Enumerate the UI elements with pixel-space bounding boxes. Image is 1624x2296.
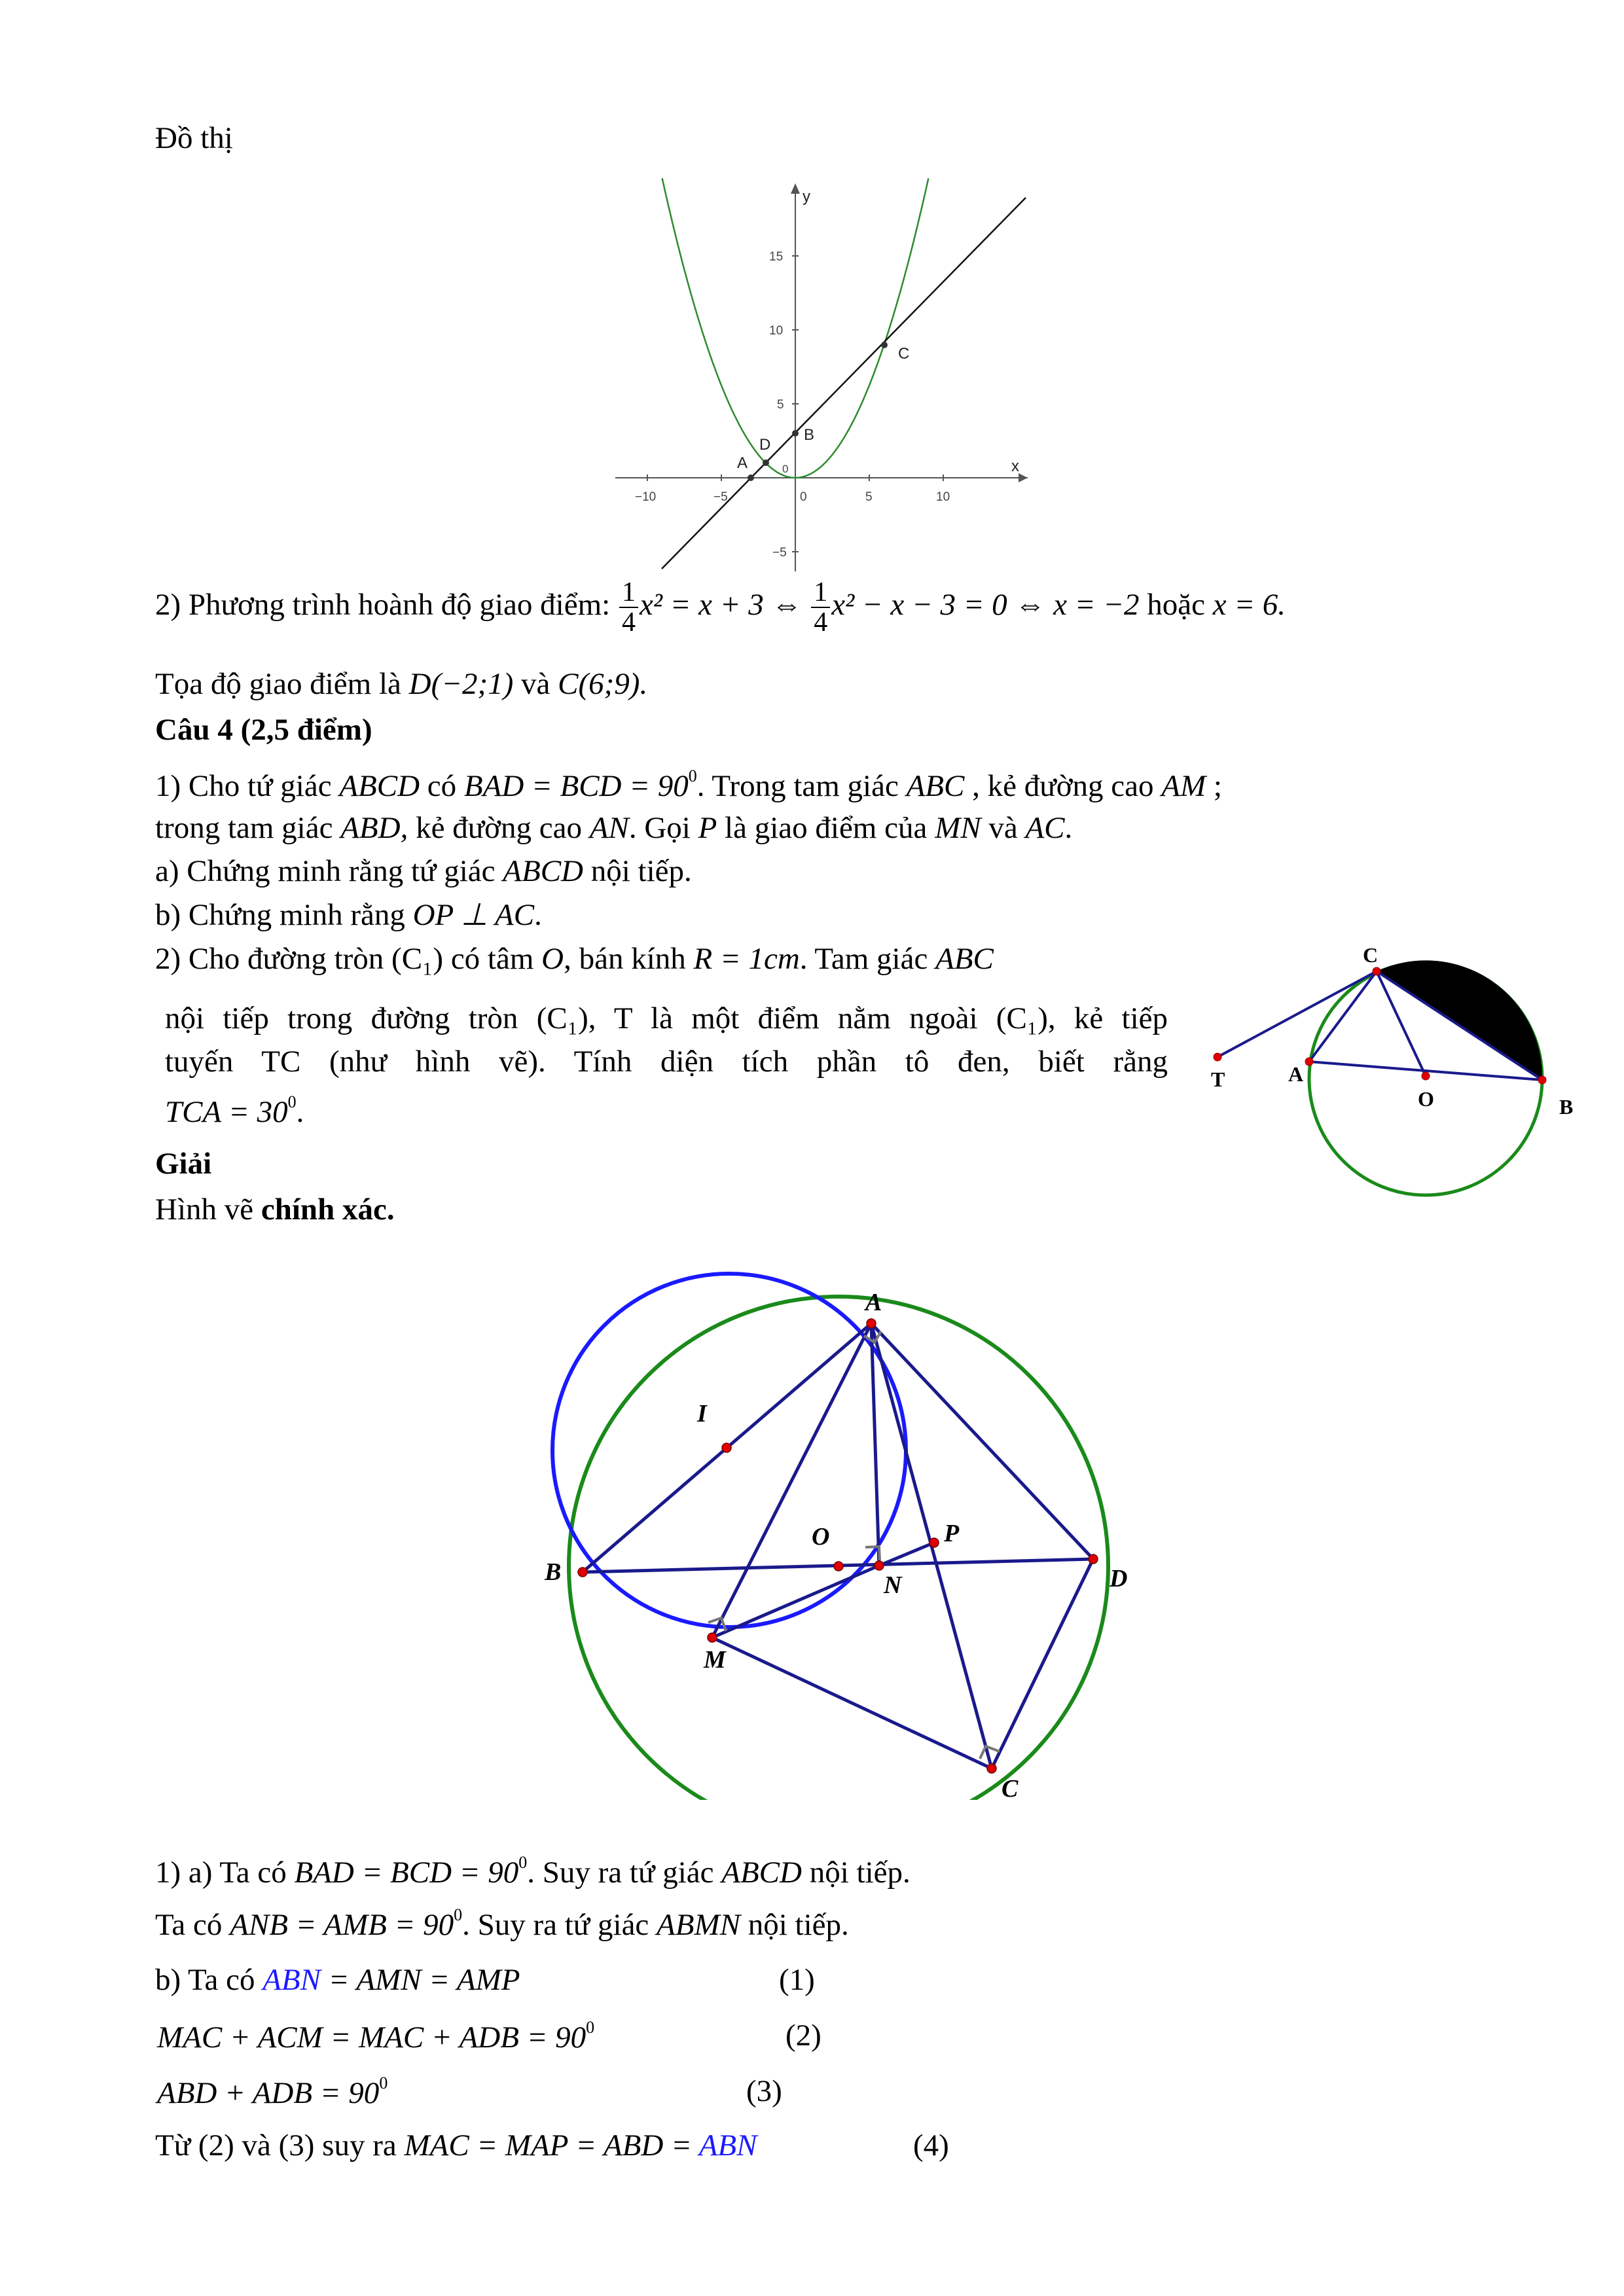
label-B: B: [545, 1558, 562, 1586]
label-D: D: [1110, 1565, 1128, 1592]
y-tick-label: 5: [777, 398, 784, 412]
y-tick-label: −5: [772, 546, 787, 560]
text: có: [420, 769, 464, 803]
x-tick-label: −5: [713, 490, 728, 504]
point-C: [987, 1764, 996, 1773]
degree: 0: [454, 1905, 463, 1924]
point-T: [1214, 1053, 1221, 1061]
label-A: A: [1288, 1062, 1304, 1086]
text: a) Chứng minh rằng tứ giác: [155, 854, 503, 888]
text: . Gọi: [628, 811, 698, 845]
part2-eq1: x² = x + 3 ⇔: [639, 587, 803, 622]
point-A: [867, 1319, 876, 1328]
label-M: M: [704, 1646, 726, 1674]
text: AM: [1161, 769, 1206, 803]
figure-intro: [155, 1191, 395, 1228]
q4-part-b: [155, 897, 542, 933]
text: .: [296, 1095, 304, 1129]
angle-expr: MAC + ACM = MAC + ADB = 90: [157, 2020, 586, 2054]
point-A: [748, 475, 754, 481]
point-D-label: D: [759, 436, 771, 454]
degree: 0: [688, 766, 697, 785]
text: AC: [1025, 811, 1065, 845]
circumcircle-O: [569, 1297, 1108, 1800]
label-P: P: [944, 1520, 960, 1547]
text: Hình vẽ: [155, 1193, 261, 1227]
line-graph: [662, 198, 1026, 569]
small-circle-figure: [1191, 942, 1597, 1217]
label-C: C: [1363, 943, 1379, 967]
text: O: [541, 942, 564, 976]
solution-1b: [155, 1905, 849, 1943]
angle-expr: ANB = AMB = 90: [230, 1908, 454, 1942]
point-C: [881, 342, 888, 348]
q4-part-a: [155, 853, 692, 889]
solution-title: Giải: [155, 1147, 212, 1181]
q4-part-2-line4: [165, 1092, 304, 1130]
text: ABC: [906, 769, 965, 803]
coords-and: và: [521, 667, 550, 701]
y-tick-label: 15: [769, 250, 784, 264]
text: là giao điểm của: [717, 811, 935, 845]
eq-number-2: (2): [785, 2018, 821, 2053]
label-C: C: [1001, 1775, 1019, 1800]
solution-b-step1: [155, 1962, 520, 1998]
text: ABCD: [503, 854, 583, 888]
angle-expr: MAC = MAP = ABD =: [404, 2128, 699, 2162]
text: 1) Cho tứ giác: [155, 769, 340, 803]
text: ABD,: [340, 811, 408, 845]
text: . Suy ra tứ giác: [462, 1908, 657, 1942]
point-A-label: A: [737, 454, 748, 472]
solution-b-step2: [157, 2017, 594, 2056]
label-O: O: [1418, 1087, 1434, 1111]
point-C: [1373, 967, 1380, 975]
text: P: [698, 811, 717, 845]
point-B: [792, 430, 799, 437]
angle-expr: BAD = BCD = 90: [294, 1856, 519, 1890]
label-T: T: [1211, 1067, 1225, 1091]
text: kẻ đường cao: [408, 811, 590, 845]
angle-expr: TCA = 30: [165, 1095, 288, 1129]
fraction-one-quarter: [619, 578, 638, 637]
text: b) Chứng minh rằng: [155, 898, 413, 932]
text: ABCD: [339, 769, 420, 803]
solution-1a: [155, 1852, 911, 1891]
point-O: [1422, 1072, 1430, 1080]
radius-expr: R = 1cm: [693, 942, 800, 976]
x-tick-label: 10: [936, 490, 950, 504]
point-P: [929, 1538, 939, 1547]
label-B: B: [1559, 1095, 1574, 1119]
part2-eq3: x = 6.: [1212, 587, 1286, 622]
q4-part-2-line3: tuyến TC (như hình vẽ). Tính diện tích phần tô đen, biết rằng: [165, 1045, 1168, 1079]
coords-C: C(6;9).: [558, 667, 648, 701]
text: .: [1064, 811, 1073, 845]
text: ABMN: [657, 1908, 740, 1942]
x-axis-label: x: [1011, 457, 1019, 475]
text: MN: [935, 811, 981, 845]
y-axis-arrow: [791, 183, 800, 194]
frac-num: 1: [811, 578, 830, 608]
text: ;: [1206, 769, 1222, 803]
part2-equation: [155, 578, 1286, 637]
q4-line-1: [155, 766, 1222, 804]
degree: 0: [518, 1853, 528, 1872]
text: Ta có: [155, 1908, 230, 1942]
point-B: [578, 1568, 587, 1577]
perp-expr: OP ⊥ AC: [412, 898, 535, 932]
coords-D: D(−2;1): [408, 667, 514, 701]
x-tick-label: 5: [865, 490, 873, 504]
coords-text: Tọa độ giao điểm là: [155, 667, 401, 701]
angle-ABN: ABN: [698, 2128, 757, 2162]
angle-expr: BAD = BCD = 90: [463, 769, 689, 803]
eq-number-3: (3): [746, 2074, 782, 2108]
text: Từ (2) và (3) suy ra: [155, 2128, 405, 2162]
angle-expr: = AMN = AMP: [320, 1963, 520, 1997]
question-4-title: Câu 4 (2,5 điểm): [155, 713, 372, 747]
angle-expr: ABD + ADB = 90: [157, 2076, 380, 2110]
shaded-segment: [1377, 960, 1542, 1080]
text: . Suy ra tứ giác: [527, 1856, 722, 1890]
text: b) Ta có: [155, 1963, 263, 1997]
point-B-label: B: [804, 426, 815, 444]
degree: 0: [379, 2073, 388, 2092]
q4-part-2-line2: nội tiếp trong đường tròn (C₁), T là một điểm nằm ngoài (C₁), kẻ tiếp: [165, 1001, 1168, 1035]
text: 1) a) Ta có: [155, 1856, 295, 1890]
graph-heading: Đồ thị: [155, 121, 233, 155]
solution-b-step3: [157, 2073, 388, 2111]
eq-number-1: (1): [779, 1963, 815, 1997]
text: . Tam giác: [799, 942, 936, 976]
degree: 0: [287, 1092, 297, 1111]
y-tick-label: 10: [769, 324, 784, 338]
point-A: [1305, 1058, 1313, 1066]
label-I: I: [697, 1400, 707, 1427]
x-tick-label: −10: [635, 490, 657, 504]
text: và: [981, 811, 1026, 845]
part2-eq2: x² − x − 3 = 0 ⇔ x = −2: [831, 587, 1140, 622]
text: nội tiếp.: [740, 1908, 849, 1942]
main-geometry-figure: [517, 1237, 1139, 1800]
text: ABCD: [721, 1856, 802, 1890]
part2-label: 2) Phương trình hoành độ giao điểm:: [155, 587, 611, 622]
y-tick-label: 0: [782, 463, 789, 475]
point-I: [722, 1443, 731, 1452]
text: chính xác.: [261, 1193, 395, 1227]
label-O: O: [812, 1523, 830, 1551]
label-N: N: [884, 1571, 902, 1599]
text: AN: [589, 811, 629, 845]
text: , bán kính: [564, 942, 694, 976]
frac-den: 4: [621, 607, 636, 638]
text: nội tiếp.: [583, 854, 692, 888]
function-graph: [609, 175, 1041, 575]
text: .: [534, 898, 542, 932]
label-A: A: [865, 1289, 882, 1316]
point-O: [834, 1562, 843, 1571]
point-C-label: C: [898, 345, 910, 363]
point-M: [708, 1633, 717, 1642]
solution-b-step4: [155, 2127, 757, 2164]
eq-number-4: (4): [913, 2128, 949, 2162]
x-axis-arrow: [1019, 473, 1028, 482]
part2-or: hoặc: [1147, 587, 1205, 622]
point-N: [875, 1561, 884, 1570]
point-B: [1538, 1076, 1546, 1084]
degree: 0: [586, 2018, 595, 2037]
text: . Trong tam giác: [696, 769, 907, 803]
y-axis-label: y: [803, 188, 810, 206]
fraction-one-quarter: [811, 578, 830, 637]
text: nội tiếp.: [801, 1856, 911, 1890]
x-tick-label: 0: [800, 490, 807, 504]
frac-den: 4: [814, 607, 828, 638]
q4-part-2-line1: [155, 941, 994, 977]
text: 2) Cho đường tròn (C₁) có tâm: [155, 942, 542, 976]
text: , kẻ đường cao: [964, 769, 1162, 803]
angle-ABN: ABN: [262, 1963, 321, 1997]
q4-line-2: [155, 810, 1072, 846]
point-D: [763, 459, 769, 466]
frac-num: 1: [619, 578, 638, 608]
coords-line: [155, 666, 647, 702]
point-D: [1089, 1554, 1098, 1564]
text: trong tam giác: [155, 811, 341, 845]
text: ABC: [935, 942, 994, 976]
